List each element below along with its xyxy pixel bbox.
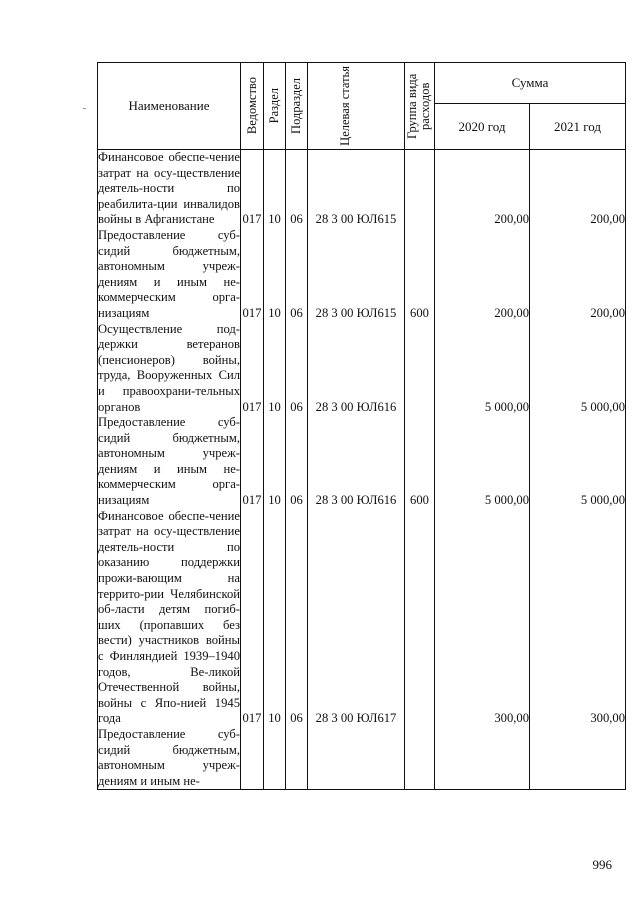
row-vedomstvo: 017 bbox=[241, 228, 264, 322]
row-gruppa bbox=[405, 727, 435, 790]
header-year-2020: 2020 год bbox=[435, 104, 530, 150]
row-vedomstvo: 017 bbox=[241, 150, 264, 228]
row-vedomstvo: 017 bbox=[241, 415, 264, 509]
header-tselevaya-statya: Целевая статья bbox=[308, 63, 405, 150]
row-name: Финансовое обеспе-чение затрат на осу-ществление деятель-ности по оказанию поддержки прожи-вающим на террито-рии Челябинской об-ласти детям погиб-ших (пропавших без вести) участников войны с Финляндией 1939–1940 годов, Ве-ликой Отечественной войны, войны с Япо-нией 1945 года bbox=[98, 508, 240, 726]
row-razdel: 10 bbox=[264, 509, 286, 727]
row-podrazdel: 06 bbox=[286, 150, 308, 228]
row-sum-2021: 200,00 bbox=[530, 150, 626, 228]
table-row bbox=[98, 228, 626, 322]
row-sum-2020: 5 000,00 bbox=[435, 415, 530, 509]
row-podrazdel: 06 bbox=[286, 228, 308, 322]
row-vedomstvo: 017 bbox=[241, 509, 264, 727]
row-sum-2020: 200,00 bbox=[435, 228, 530, 322]
row-vedomstvo bbox=[241, 727, 264, 790]
header-vedomstvo: Ведомство bbox=[241, 63, 264, 150]
row-sum-2020: 5 000,00 bbox=[435, 322, 530, 416]
row-name: Финансовое обеспе-чение затрат на осу-ществление деятель-ности по реабилита-ции инвалидов войны в Афганистане bbox=[98, 150, 240, 227]
header-summa: Сумма bbox=[435, 63, 626, 104]
row-sum-2021: 200,00 bbox=[530, 228, 626, 322]
margin-mark bbox=[83, 108, 86, 109]
row-name: Осуществление под-держки ветеранов (пенсионеров) войны, труда, Вооруженных Сил и правоохрани-тельных органов bbox=[98, 321, 240, 414]
header-year-2021: 2021 год bbox=[530, 104, 626, 150]
header-gruppa-vida-rashodov: Группа вида расходов bbox=[405, 63, 435, 150]
row-podrazdel: 06 bbox=[286, 322, 308, 416]
row-sum-2021: 5 000,00 bbox=[530, 415, 626, 509]
row-tselevaya-statya: 28 3 00 ЮЛ617 bbox=[308, 509, 405, 727]
row-sum-2021: 5 000,00 bbox=[530, 322, 626, 416]
row-vedomstvo: 017 bbox=[241, 322, 264, 416]
row-tselevaya-statya: 28 3 00 ЮЛ616 bbox=[308, 322, 405, 416]
row-podrazdel: 06 bbox=[286, 509, 308, 727]
row-razdel: 10 bbox=[264, 415, 286, 509]
table-row bbox=[98, 415, 626, 509]
row-sum-2021 bbox=[530, 727, 626, 790]
row-gruppa bbox=[405, 509, 435, 727]
header-razdel: Раздел bbox=[264, 63, 286, 150]
row-tselevaya-statya: 28 3 00 ЮЛ615 bbox=[308, 150, 405, 228]
row-tselevaya-statya: 28 3 00 ЮЛ615 bbox=[308, 228, 405, 322]
row-tselevaya-statya bbox=[308, 727, 405, 790]
row-sum-2020: 200,00 bbox=[435, 150, 530, 228]
row-razdel: 10 bbox=[264, 322, 286, 416]
row-sum-2021: 300,00 bbox=[530, 509, 626, 727]
budget-table bbox=[97, 62, 626, 790]
table-row bbox=[98, 322, 626, 416]
header-podrazdel: Подраздел bbox=[286, 63, 308, 150]
row-name: Предоставление суб-сидий бюджетным, автономным учреж-дениям и иным не-коммерческим орга-низациям bbox=[98, 227, 240, 320]
row-razdel: 10 bbox=[264, 150, 286, 228]
row-gruppa bbox=[405, 322, 435, 416]
row-sum-2020: 300,00 bbox=[435, 509, 530, 727]
table-row bbox=[98, 150, 626, 228]
row-tselevaya-statya: 28 3 00 ЮЛ616 bbox=[308, 415, 405, 509]
row-gruppa: 600 bbox=[405, 415, 435, 509]
row-razdel: 10 bbox=[264, 228, 286, 322]
row-razdel bbox=[264, 727, 286, 790]
row-sum-2020 bbox=[435, 727, 530, 790]
row-name: Предоставление суб-сидий бюджетным, автономным учреж-дениям и иным не-коммерческим орга-низациям bbox=[98, 415, 240, 508]
row-name: Предоставление суб-сидий бюджетным, автономным учреж-дениям и иным не- bbox=[98, 727, 241, 790]
table-row bbox=[98, 727, 626, 790]
row-gruppa: 600 bbox=[405, 228, 435, 322]
table-row bbox=[98, 509, 626, 727]
row-podrazdel: 06 bbox=[286, 415, 308, 509]
page-number: 996 bbox=[592, 857, 612, 872]
row-podrazdel bbox=[286, 727, 308, 790]
row-gruppa bbox=[405, 150, 435, 228]
header-name: Наименование bbox=[98, 63, 241, 150]
